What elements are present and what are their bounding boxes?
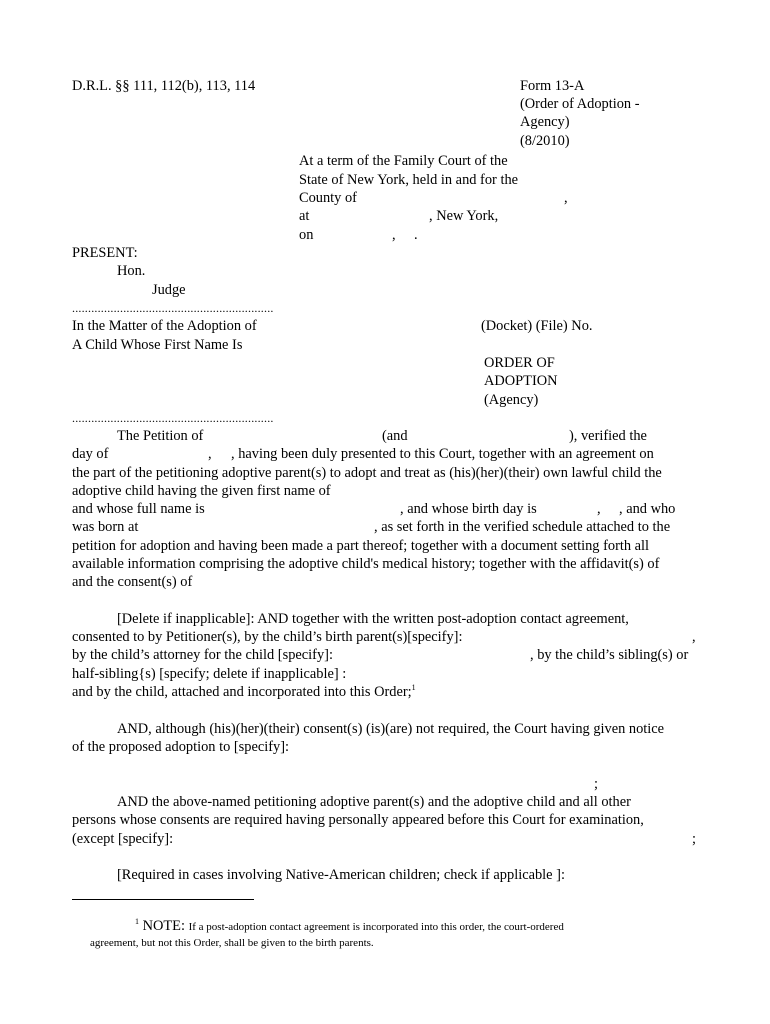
on-label: on: [299, 227, 314, 243]
p1-line8: available information comprising the adoptive child's medical history; together with the affidavit(s) of: [72, 556, 660, 572]
p1-full-name: and whose full name is: [72, 501, 205, 517]
present-label: PRESENT:: [72, 245, 138, 261]
p4-line2: persons whose consents are required having personally appeared before this Court for examination,: [72, 812, 644, 828]
court-term-line1: At a term of the Family Court of the: [299, 153, 508, 169]
p1-day-of: day of: [72, 446, 109, 462]
p3-line2: of the proposed adoption to [specify]:: [72, 739, 290, 755]
hon-label: Hon.: [117, 263, 146, 279]
footnote-text1: If a post-adoption contact agreement is incorporated into this order, the court-ordered: [188, 921, 564, 933]
p5-line1: [Required in cases involving Native-American children; check if applicable ]:: [117, 867, 565, 883]
form-type-line2: Agency): [520, 114, 570, 130]
p2-attorney: by the child’s attorney for the child [specify]:: [72, 647, 333, 663]
order-title-line2: ADOPTION: [484, 373, 558, 389]
p1-comma: ,: [208, 446, 212, 462]
p2-half-sibling: half-sibling{s) [specify; delete if inapplicable] :: [72, 666, 347, 682]
p1-line4: adoptive child having the given first name of: [72, 483, 331, 499]
date-separator: ,: [392, 227, 396, 243]
p2-line1: [Delete if inapplicable]: AND together with the written post-adoption contact agreement,: [117, 611, 629, 627]
form-id: Form 13-A: [520, 78, 585, 94]
p1-birth-comma: ,: [597, 501, 601, 517]
p2-siblings: , by the child’s sibling(s) or: [530, 647, 689, 663]
new-york-label: , New York,: [429, 208, 499, 224]
footnote-line2: agreement, but not this Order, shall be given to the birth parents.: [90, 937, 374, 949]
caption-dots-bottom: ...............................................................: [72, 411, 274, 425]
judge-label: Judge: [152, 282, 186, 298]
p1-born-at: was born at: [72, 519, 139, 535]
at-label: at: [299, 208, 310, 224]
p4-semicolon: ;: [692, 831, 696, 847]
court-term-line2: State of New York, held in and for the: [299, 172, 519, 188]
county-comma: ,: [564, 190, 568, 206]
p1-presented: , having been duly presented to this Court, together with an agreement on: [231, 446, 654, 462]
p1-and-who: , and who: [619, 501, 676, 517]
p1-schedule: , as set forth in the verified schedule attached to the: [374, 519, 671, 535]
footnote-separator: [72, 899, 254, 900]
p1-line3: the part of the petitioning adoptive parent(s) to adopt and treat as (his)(her)(their) own lawful child the: [72, 465, 662, 481]
p1-line9: and the consent(s) of: [72, 574, 193, 590]
statute-citation: D.R.L. §§ 111, 112(b), 113, 114: [72, 78, 256, 94]
p3-semicolon: ;: [594, 776, 598, 792]
matter-line1: In the Matter of the Adoption of: [72, 318, 257, 334]
docket-label: (Docket) (File) No.: [481, 318, 593, 334]
p4-line1: AND the above-named petitioning adoptive parent(s) and the adoptive child and all other: [117, 794, 631, 810]
p2-by-child: [72, 683, 416, 701]
date-end: .: [414, 227, 418, 243]
p1-verified: ), verified the: [569, 428, 647, 444]
p1-petition-of: The Petition of: [117, 428, 204, 444]
order-title-line1: ORDER OF: [484, 355, 555, 371]
p4-except: (except [specify]:: [72, 831, 174, 847]
form-type-line1: (Order of Adoption -: [520, 96, 640, 112]
p1-line7: petition for adoption and having been made a part thereof; together with a document setting forth all: [72, 538, 650, 554]
form-date: (8/2010): [520, 133, 570, 149]
caption-dots-top: ...............................................................: [72, 301, 274, 315]
footnote-ref: 1: [411, 683, 416, 693]
matter-line2: A Child Whose First Name Is: [72, 337, 243, 353]
p2-birth-parents: consented to by Petitioner(s), by the child’s birth parent(s)[specify]:: [72, 629, 463, 645]
p1-birth-day: , and whose birth day is: [400, 501, 537, 517]
p3-line1: AND, although (his)(her)(their) consent(s) (is)(are) not required, the Court having given notice: [117, 721, 665, 737]
county-label: County of: [299, 190, 357, 206]
order-title-line3: (Agency): [484, 392, 539, 408]
footnote-marker: 1: [135, 917, 139, 927]
p2-comma: ,: [692, 629, 696, 645]
p2-by-child-text: and by the child, attached and incorporated into this Order;: [72, 684, 412, 700]
footnote-lead: NOTE:: [142, 918, 185, 934]
p1-and: (and: [382, 428, 408, 444]
